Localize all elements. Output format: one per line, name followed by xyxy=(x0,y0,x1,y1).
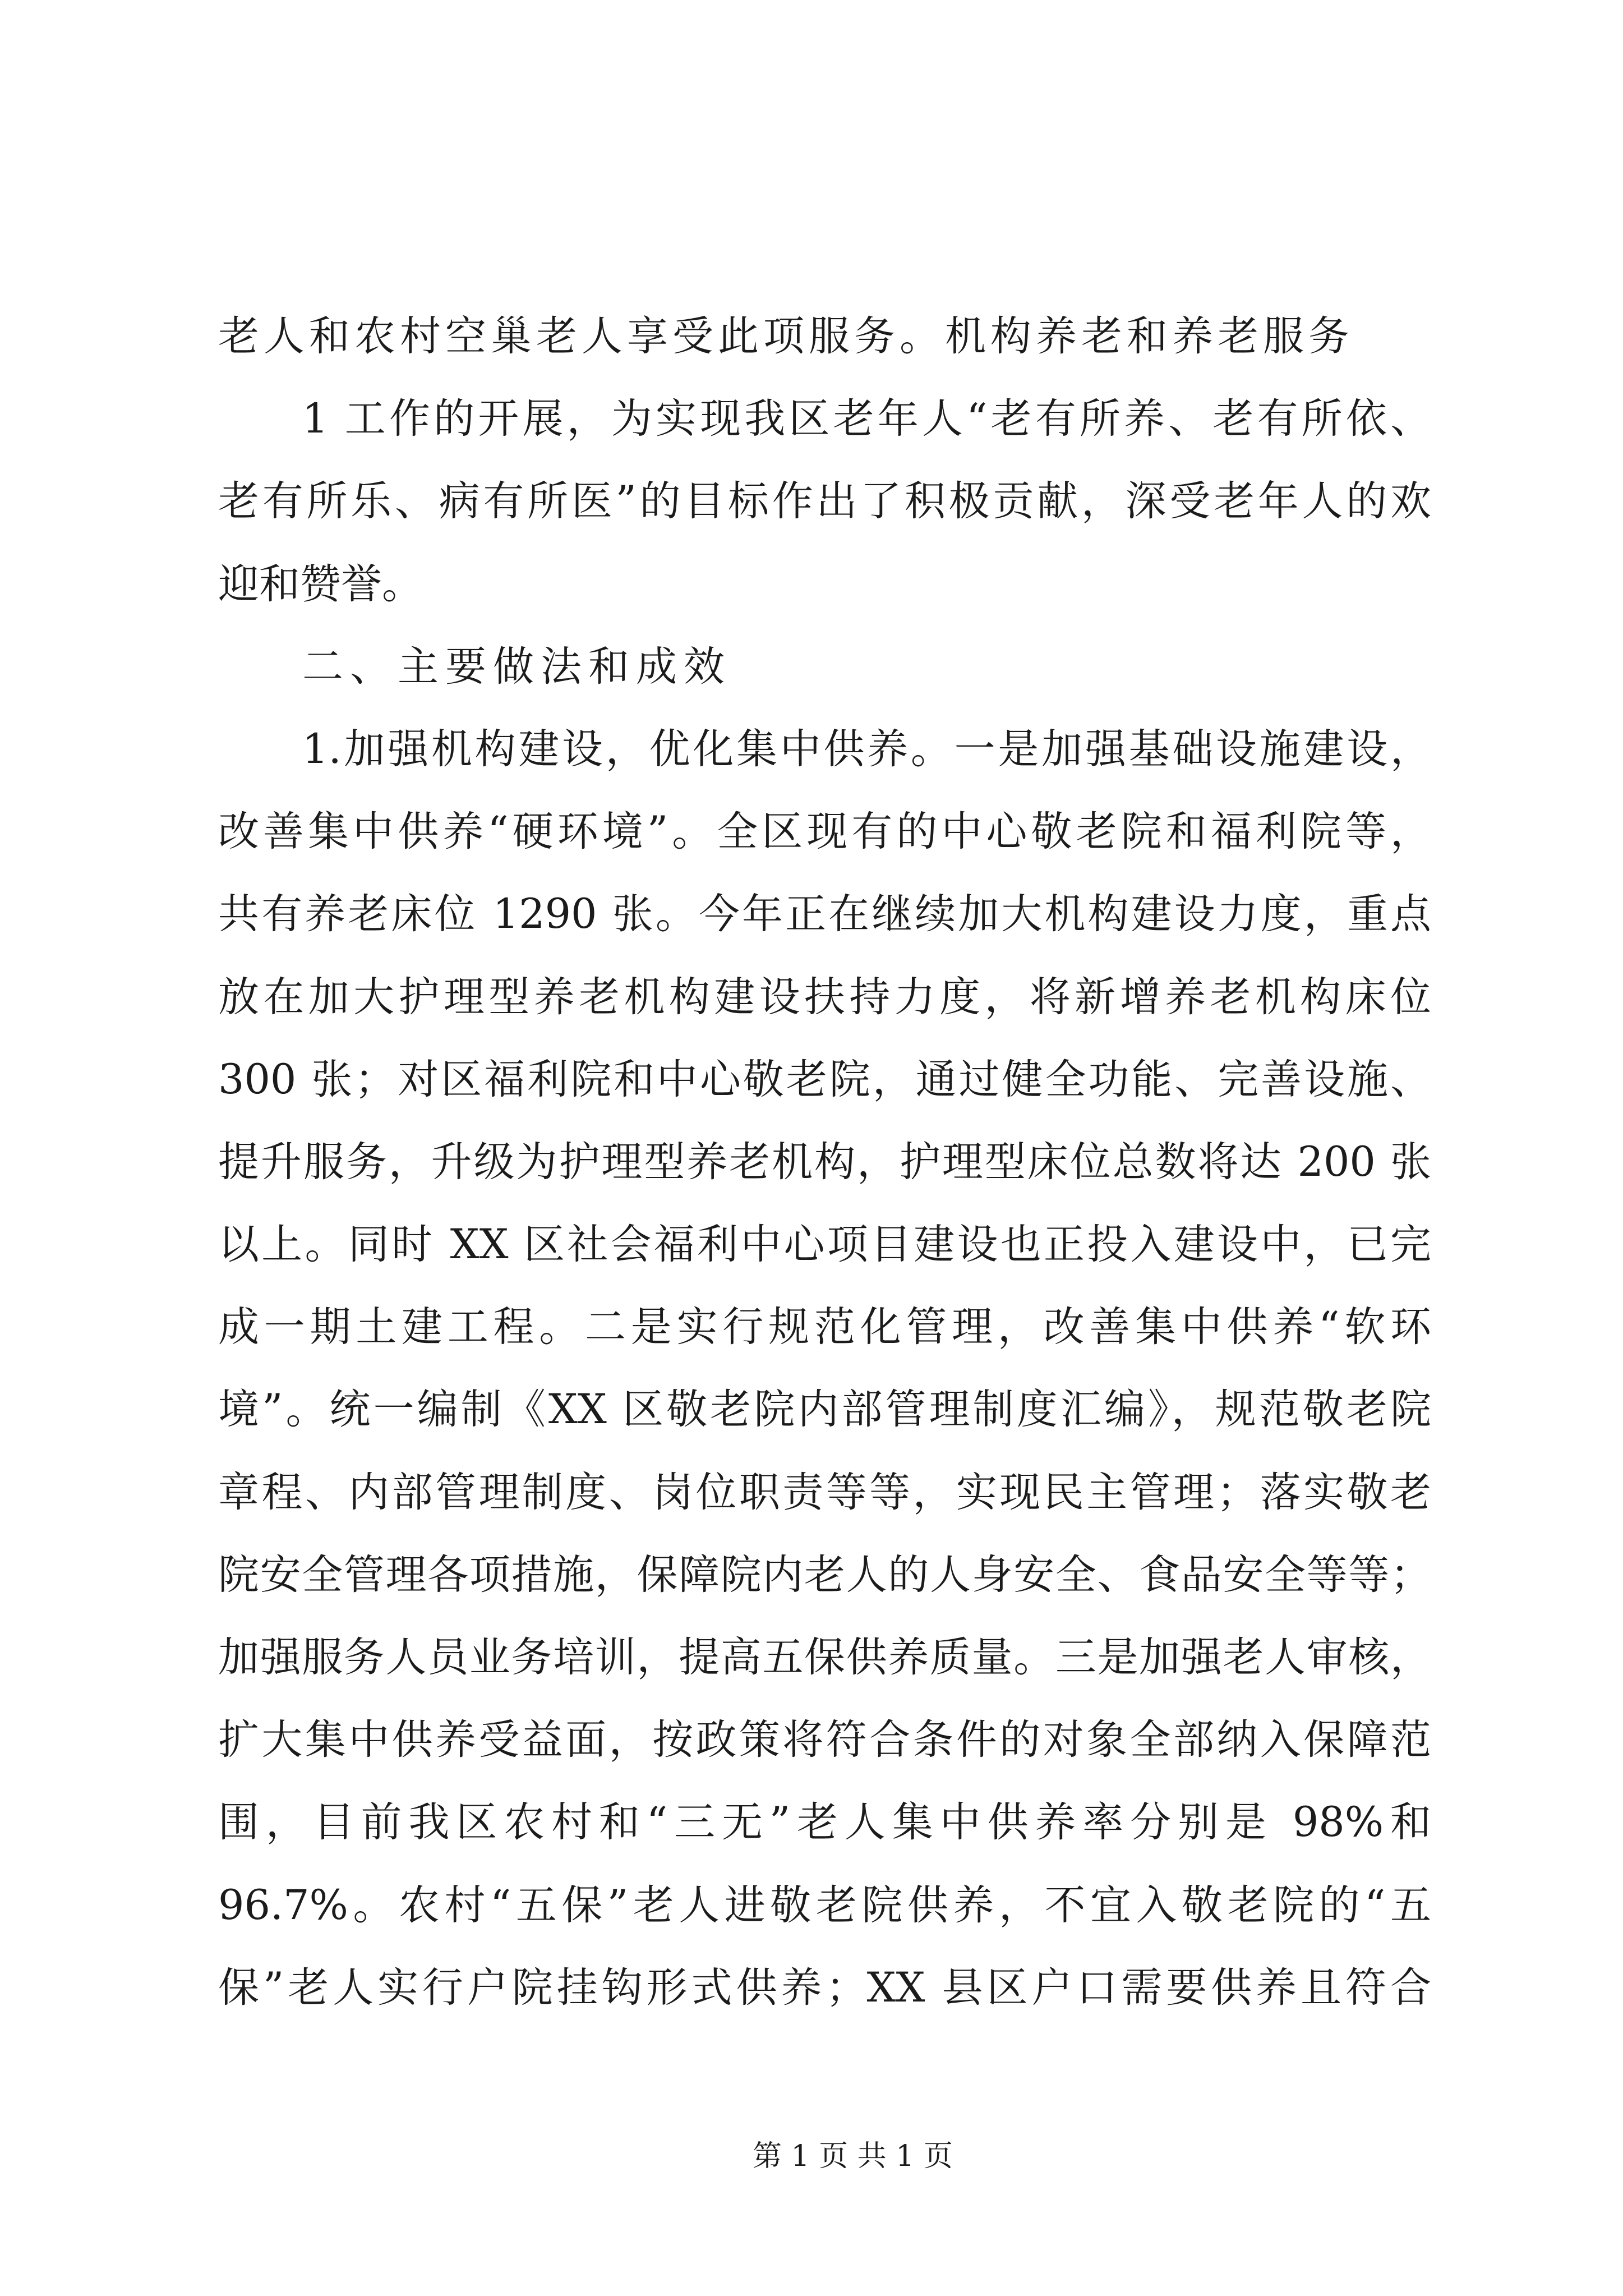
section-heading xyxy=(218,625,1431,708)
text-line: 1 工作的开展，为实现我区老年人“老有所养、老有所依、 xyxy=(302,395,1431,443)
text-line: 放在加大护理型养老机构建设扶持力度，将新增养老机构床位 xyxy=(218,973,1431,1021)
heading-line: 二、主要做法和成效 xyxy=(302,642,731,691)
text-line: 境”。统一编制《XX 区敬老院内部管理制度汇编》，规范敬老院 xyxy=(218,1386,1431,1434)
text-line: 章程、内部管理制度、岗位职责等等，实现民主管理；落实敬老 xyxy=(218,1468,1431,1516)
text-line: 以上。同时 XX 区社会福利中心项目建设也正投入建设中，已完 xyxy=(218,1221,1431,1269)
body-text xyxy=(218,295,1431,2029)
text-line: 院安全管理各项措施，保障院内老人的人身安全、食品安全等等； xyxy=(218,1550,1431,1599)
text-line: 围，目前我区农村和“三无”老人集中供养率分别是 98%和 xyxy=(218,1798,1431,1847)
paragraph-continuation xyxy=(218,295,1431,378)
text-line: 共有养老床位 1290 张。今年正在继续加大机构建设力度，重点 xyxy=(218,890,1431,938)
text-line: 300 张；对区福利院和中心敬老院，通过健全功能、完善设施、 xyxy=(218,1055,1431,1103)
text-line: 提升服务，升级为护理型养老机构，护理型床位总数将达 200 张 xyxy=(218,1138,1431,1186)
text-line: 迎和赞誉。 xyxy=(218,560,423,608)
text-line: 保”老人实行户院挂钩形式供养；XX 县区户口需要供养且符合 xyxy=(218,1963,1431,2012)
paragraph-intro xyxy=(218,378,1431,625)
text-line: 老人和农村空巢老人享受此项服务。机构养老和养老服务 xyxy=(218,312,1354,360)
page-footer xyxy=(753,2138,953,2174)
text-line: 加强服务人员业务培训，提高五保供养质量。三是加强老人审核， xyxy=(218,1634,1431,1681)
text-line: 1.加强机构建设，优化集中供养。一是加强基础设施建设， xyxy=(302,725,1431,773)
text-line: 改善集中供养“硬环境”。全区现有的中心敬老院和福利院等， xyxy=(218,808,1431,856)
page-number-label: 第 1 页 共 1 页 xyxy=(753,2139,953,2173)
text-line: 扩大集中供养受益面，按政策将符合条件的对象全部纳入保障范 xyxy=(218,1716,1431,1764)
paragraph-measures xyxy=(218,708,1431,2029)
text-line: 成一期土建工程。二是实行规范化管理，改善集中供养“软环 xyxy=(218,1303,1431,1351)
text-line: 老有所乐、病有所医”的目标作出了积极贡献，深受老年人的欢 xyxy=(218,477,1431,526)
text-line: 96.7%。农村“五保”老人进敬老院供养，不宜入敬老院的“五 xyxy=(218,1881,1431,1929)
